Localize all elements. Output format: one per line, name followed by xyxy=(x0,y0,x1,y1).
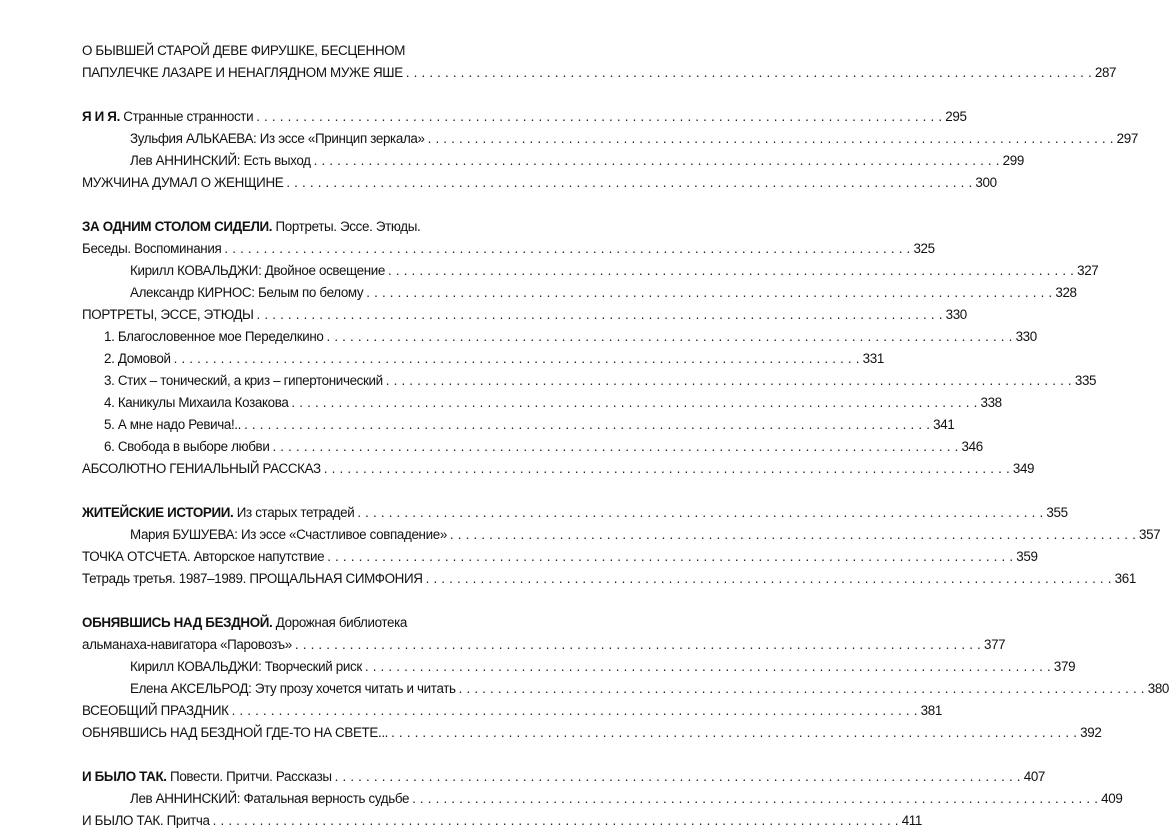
leader-dots xyxy=(385,260,1077,282)
toc-entry xyxy=(82,150,1024,172)
leader-dots xyxy=(425,128,1117,150)
leader-dots xyxy=(171,348,863,370)
toc-entry xyxy=(82,568,1136,590)
leader-dots xyxy=(253,106,945,128)
page-number: 327 xyxy=(1077,263,1099,278)
page-number: 330 xyxy=(1015,329,1037,344)
page-number: 287 xyxy=(1094,65,1117,80)
page-number: 335 xyxy=(1074,373,1097,388)
toc-entry xyxy=(82,260,1099,282)
page-number: 297 xyxy=(1116,131,1138,146)
toc-entry-text: Кирилл КОВАЛЬДЖИ: Двойное освещение xyxy=(130,263,386,278)
toc-entry-text: 3. Стих – тонический, а криз – гипертонический xyxy=(104,373,383,388)
toc-section-heading xyxy=(82,612,487,634)
page-number: 346 xyxy=(961,439,983,454)
leader-dots xyxy=(447,524,1139,546)
toc-section-heading xyxy=(82,216,487,238)
leader-dots xyxy=(288,392,980,414)
section-subtitle: Портреты. Эссе. Этюды. xyxy=(272,219,421,234)
toc-entry-text: 5. А мне надо Ревича!.. xyxy=(104,417,242,432)
toc-entry-text: ОБНЯВШИСЬ НАД БЕЗДНОЙ ГДЕ-ТО НА СВЕТЕ... xyxy=(82,725,389,740)
leader-dots xyxy=(229,700,921,722)
section-subtitle: Повести. Притчи. Рассказы xyxy=(166,769,332,784)
toc-entry xyxy=(82,722,1102,744)
section-title: ЗА ОДНИМ СТОЛОМ СИДЕЛИ. xyxy=(82,219,273,234)
section-title: Я И Я. xyxy=(82,109,120,124)
leader-dots xyxy=(423,568,1115,590)
toc-entry-text: Кирилл КОВАЛЬДЖИ: Творческий риск xyxy=(130,659,362,674)
toc-entry xyxy=(82,128,1138,150)
toc-entry xyxy=(82,414,955,436)
page-number: 299 xyxy=(1002,153,1024,168)
page-number: 392 xyxy=(1080,725,1102,740)
page-number: 407 xyxy=(1023,769,1046,784)
toc-entry xyxy=(82,788,1123,810)
section-subtitle: Дорожная библиотека xyxy=(272,615,408,630)
page-number: 409 xyxy=(1101,791,1123,806)
page-number: 377 xyxy=(983,637,1006,652)
toc-entry xyxy=(82,172,997,194)
leader-dots xyxy=(210,810,902,832)
toc-entry-text: 2. Домовой xyxy=(104,351,171,366)
toc-entry-text: ТОЧКА ОТСЧЕТА. Авторское напутствие xyxy=(82,549,325,564)
toc-entry xyxy=(82,524,1161,546)
toc-entry-text: Лев АННИНСКИЙ: Есть выход xyxy=(130,153,311,168)
table-of-contents xyxy=(82,40,1169,832)
toc-entry-text: 4. Каникулы Михаила Козакова xyxy=(104,395,289,410)
toc-entry xyxy=(82,634,1006,656)
leader-dots xyxy=(363,282,1055,304)
section-gap xyxy=(82,480,487,502)
page-number: 295 xyxy=(945,109,967,124)
toc-entry xyxy=(82,370,1097,392)
toc-entry-text: Зульфия АЛЬКАЕВА: Из эссе «Принцип зеркала» xyxy=(130,131,425,146)
section-title: ЖИТЕЙСКИЕ ИСТОРИИ. xyxy=(82,505,234,520)
toc-entry-text: И БЫЛО ТАК. Притча xyxy=(82,813,210,828)
page-number: 357 xyxy=(1138,527,1161,542)
toc-entry-text: альманаха-навигатора «Паровозъ» xyxy=(82,637,292,652)
page-number: 380 xyxy=(1147,681,1169,696)
toc-entry-title-line xyxy=(82,40,487,62)
section-gap xyxy=(82,84,487,106)
section-subtitle: Из старых тетрадей xyxy=(233,505,355,520)
leader-dots xyxy=(409,788,1101,810)
page-number: 300 xyxy=(975,175,997,190)
leader-dots xyxy=(456,678,1148,700)
page-number: 359 xyxy=(1016,549,1038,564)
section-subtitle: Странные странности xyxy=(119,109,254,124)
toc-entry xyxy=(82,238,935,260)
page-number: 411 xyxy=(901,813,923,828)
leader-dots xyxy=(221,238,913,260)
toc-entry-text: МУЖЧИНА ДУМАЛ О ЖЕНЩИНЕ xyxy=(82,175,284,190)
page-number: 355 xyxy=(1046,505,1068,520)
leader-dots xyxy=(324,546,1016,568)
toc-entry xyxy=(82,810,923,832)
leader-dots xyxy=(388,722,1080,744)
page-number: 331 xyxy=(862,351,884,366)
toc-entry-text: ПАПУЛЕЧКЕ ЛАЗАРЕ И НЕНАГЛЯДНОМ МУЖЕ ЯШЕ xyxy=(82,65,403,80)
toc-entry xyxy=(82,458,1035,480)
toc-section-heading xyxy=(82,502,1068,524)
toc-entry-text: Лев АННИНСКИЙ: Фатальная верность судьбе xyxy=(130,791,410,806)
toc-entry-text: Александр КИРНОС: Белым по белому xyxy=(130,285,364,300)
toc-entry xyxy=(82,656,1076,678)
leader-dots xyxy=(332,766,1024,788)
page-number: 325 xyxy=(913,241,935,256)
toc-entry-text: Тетрадь третья. 1987–1989. ПРОЩАЛЬНАЯ СИМФОНИЯ xyxy=(82,571,423,586)
toc-entry-text: Елена АКСЕЛЬРОД: Эту прозу хочется читать и читать xyxy=(130,681,456,696)
leader-dots xyxy=(321,458,1013,480)
section-title: ОБНЯВШИСЬ НАД БЕЗДНОЙ. xyxy=(82,615,273,630)
leader-dots xyxy=(292,634,984,656)
toc-section-heading xyxy=(82,106,967,128)
page-number: 349 xyxy=(1012,461,1035,476)
page-number: 361 xyxy=(1114,571,1136,586)
toc-section-heading xyxy=(82,766,1046,788)
toc-entry-text: Мария БУШУЕВА: Из эссе «Счастливое совпадение» xyxy=(130,527,447,542)
page-number: 338 xyxy=(980,395,1002,410)
leader-dots xyxy=(383,370,1075,392)
toc-entry-text: О БЫВШЕЙ СТАРОЙ ДЕВЕ ФИРУШКЕ, БЕСЦЕННОМ xyxy=(82,43,406,58)
toc-entry xyxy=(82,282,1077,304)
section-title: И БЫЛО ТАК. xyxy=(82,769,167,784)
leader-dots xyxy=(241,414,933,436)
toc-entry xyxy=(82,62,1117,84)
toc-entry-text: ВСЕОБЩИЙ ПРАЗДНИК xyxy=(82,703,229,718)
toc-entry-text: 1. Благословенное мое Переделкино xyxy=(104,329,324,344)
leader-dots xyxy=(254,304,946,326)
toc-entry xyxy=(82,546,1038,568)
toc-entry xyxy=(82,392,1002,414)
leader-dots xyxy=(403,62,1095,84)
toc-entry xyxy=(82,326,1037,348)
leader-dots xyxy=(283,172,975,194)
page-number: 341 xyxy=(933,417,955,432)
leader-dots xyxy=(311,150,1003,172)
page-number: 328 xyxy=(1055,285,1077,300)
section-gap xyxy=(82,744,487,766)
page-number: 381 xyxy=(920,703,942,718)
toc-entry xyxy=(82,700,942,722)
leader-dots xyxy=(324,326,1016,348)
leader-dots xyxy=(269,436,961,458)
page-number: 330 xyxy=(945,307,967,322)
toc-entry xyxy=(82,436,983,458)
section-gap xyxy=(82,194,487,216)
toc-entry-text: ПОРТРЕТЫ, ЭССЕ, ЭТЮДЫ xyxy=(82,307,254,322)
toc-entry-text: 6. Свобода в выборе любви xyxy=(104,439,270,454)
toc-entry-text: Беседы. Воспоминания xyxy=(82,241,222,256)
toc-entry xyxy=(82,348,884,370)
section-gap xyxy=(82,590,487,612)
leader-dots xyxy=(362,656,1054,678)
toc-entry-text: АБСОЛЮТНО ГЕНИАЛЬНЫЙ РАССКАЗ xyxy=(82,461,321,476)
leader-dots xyxy=(354,502,1046,524)
toc-entry xyxy=(82,678,1169,700)
page-number: 379 xyxy=(1053,659,1076,674)
toc-entry xyxy=(82,304,967,326)
